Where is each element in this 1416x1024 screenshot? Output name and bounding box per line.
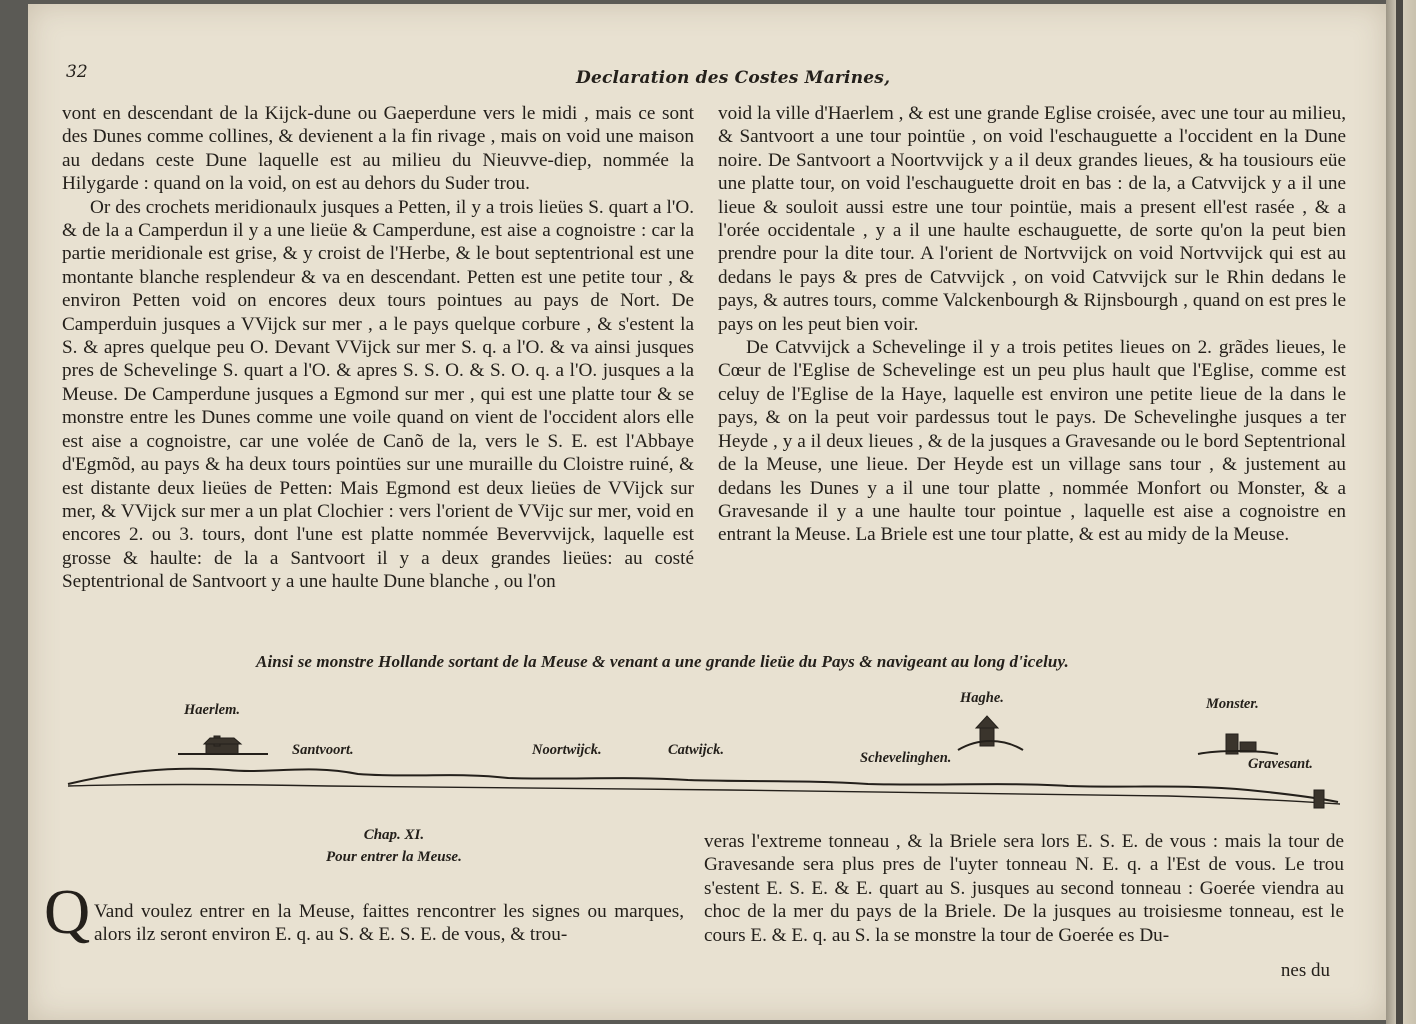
place-label-monster: Monster. — [1206, 696, 1259, 712]
binding-gutter — [1396, 0, 1403, 1024]
paragraph: vont en descendant de la Kijck-dune ou Gaeperdune vers le midi , mais ce sont des Dunes comme collines, & devienent a la fin rivage , mais on void une maison au dedans ceste Dune laquelle est au milieu du Nieuvve-diep, nommée la Hilygarde : quand on la void, on est au dehors du Suder trou. — [62, 103, 694, 195]
chapter-heading — [326, 824, 462, 868]
left-text-column — [62, 102, 694, 594]
paragraph: void la ville d'Haerlem , & est une grande Eglise croisée, avec une tour au milieu, & Santvoort a une tour pointüe , on void l'eschauguette a l'occident en la Dune noire. De Santvoort a Noortvvijck y a il deux grandes lieues, & ha tousiours eüe une platte tour, on void l'eschauguette droit en bas : de la, a Catvvijck y a il une lieue & souloit aussi estre une tour pointüe, mais a present ell'est rasée , & a l'orée occidentale , y a il une haulte eschauguette, de sorte qu'on la peut bien prendre pour la dite tour. A l'orient de Nortvvijck on void Nortvvijck qui est au dedans le pays & pres de Catvvijck , on void Catvvijck sur le Rhin dedans le pays, & autres tours, comme Valckenbourgh & Rijnsbourgh , quand on est pres le pays on les peut bien voir. — [718, 103, 1346, 335]
place-label-catwijck: Catwijck. — [668, 742, 724, 758]
place-label-haerlem: Haerlem. — [184, 702, 240, 718]
monster-tower-drawing — [1198, 734, 1278, 754]
coastline-silhouette — [68, 769, 1340, 804]
running-head: Declaration des Costes Marines, — [576, 68, 891, 88]
paragraph: De Catvvijck a Schevelinge il y a trois petites lieues on 2. grãdes lieues, le Cœur de l'Eglise de Schevelinge est un peu plus hault que l'Eglise, comme est celuy de l'Eglise de la Haye, laquelle est environ une petite lieue de la dans le pays, & on la peut voir pardessus tout le pays. De Schevelinghe jusques a ter Heyde , y a il deux lieues , & de la jusques a Gravesande ou le bord Septentrional de la Meuse, une lieue. Der Heyde est un village sans tour , & justement au dedans les Dunes y a il une tour platte , nommée Monfort ou Monster, & a Gravesande il y a une haulte tour pointue , laquelle est aise a cognoistre en entrant la Meuse. La Briele est une tour platte, & est au midy de la Meuse. — [718, 337, 1346, 546]
paragraph: Or des crochets meridionaulx jusques a Petten, il y a trois lieües S. quart a l'O. & de la a Camperdun il y a une lieüe & Camperdune, est aise a cognoistre : car la partie meridionale est grise, & y croist de l'Herbe, & le bout septentrional est une montante blanche resplendeur & va en descendant. Petten est une petite tour , & environ Petten void on encores deux tours pointues au pays de Nort. De Camperduin jusques a VVijck sur mer , a le pays quelque corbure , & s'estent la S. & apres quelque peu O. Devant VVijck sur mer S. q. a l'O. & va ainsi jusques pres de Schevelinge S. quart a l'O. & apres S. S. O. & S. O. q. a l'O. jusques a la Meuse. De Camperdune jusques a Egmond sur mer , qui est une platte tour & se monstre entre les Dunes comme une voile quand on vient de l'occident alors elle est aise a cognoistre, car une volée de Canõ de la, vers le S. E. est l'Abbaye d'Egmõd, au pays & ha deux tours pointües sur une muraille du Cloistre ruiné, & est distante deux lieües de Petten: Mais Egmond est deux lieües de VVijck sur mer, & VVijck sur mer a un plat Clochier : vers l'orient de VVijc sur mer, void en encores 2. ou 3. tours, dont l'une est platte nommée Bevervvijck, laquelle est grosse & haulte: de la a Santvoort il y a deux grandes lieües: au costé Septentrional de Santvoort y a une haulte Dune blanche , ou l'on — [62, 196, 694, 593]
gravesant-tower-drawing — [1314, 790, 1324, 808]
drop-capital: Q — [44, 876, 91, 947]
catchword: nes du — [1280, 960, 1330, 981]
coastal-profile-caption: Ainsi se monstre Hollande sortant de la Meuse & venant a une grande lieüe du Pays & navigeant au long d'iceluy. — [256, 652, 1069, 671]
chapter-text-right: veras l'extreme tonneau , & la Briele sera lors E. S. E. de vous : mais la tour de Gravesande sera plus pres de l'uyter tonneau N. E. q. a l'Est de vous. Le trou s'estent E. S. E. & E. quart au S. jusques au second tonneau : Goerée viendra au choc de la mer du pays de la Briele. De la jusques au troisiesme tonneau, est le cours E. & E. q. au S. la se monstre la tour de Goerée es Du- — [704, 831, 1344, 946]
place-label-gravesant: Gravesant. — [1248, 756, 1313, 772]
book-page — [28, 4, 1386, 1020]
chapter-title: Pour entrer la Meuse. — [326, 849, 462, 865]
haerlem-church-drawing — [178, 736, 268, 754]
page-number: 32 — [66, 62, 88, 82]
facing-page-edge — [1386, 0, 1416, 1024]
place-label-hague: Haghe. — [960, 690, 1004, 706]
right-text-column — [718, 102, 1346, 547]
place-label-santvoort: Santvoort. — [292, 742, 354, 758]
place-label-schevelinghen: Schevelinghen. — [860, 750, 952, 766]
chapter-number: Chap. XI. — [363, 827, 425, 843]
hague-church-drawing — [958, 716, 1023, 750]
place-label-noortwijck: Noortwijck. — [532, 742, 602, 758]
chapter-text-left: Vand voulez entrer en la Meuse, faittes rencontrer les signes ou marques, alors ilz seront environ E. q. au S. & E. S. E. de vous, & trou- — [94, 901, 684, 946]
